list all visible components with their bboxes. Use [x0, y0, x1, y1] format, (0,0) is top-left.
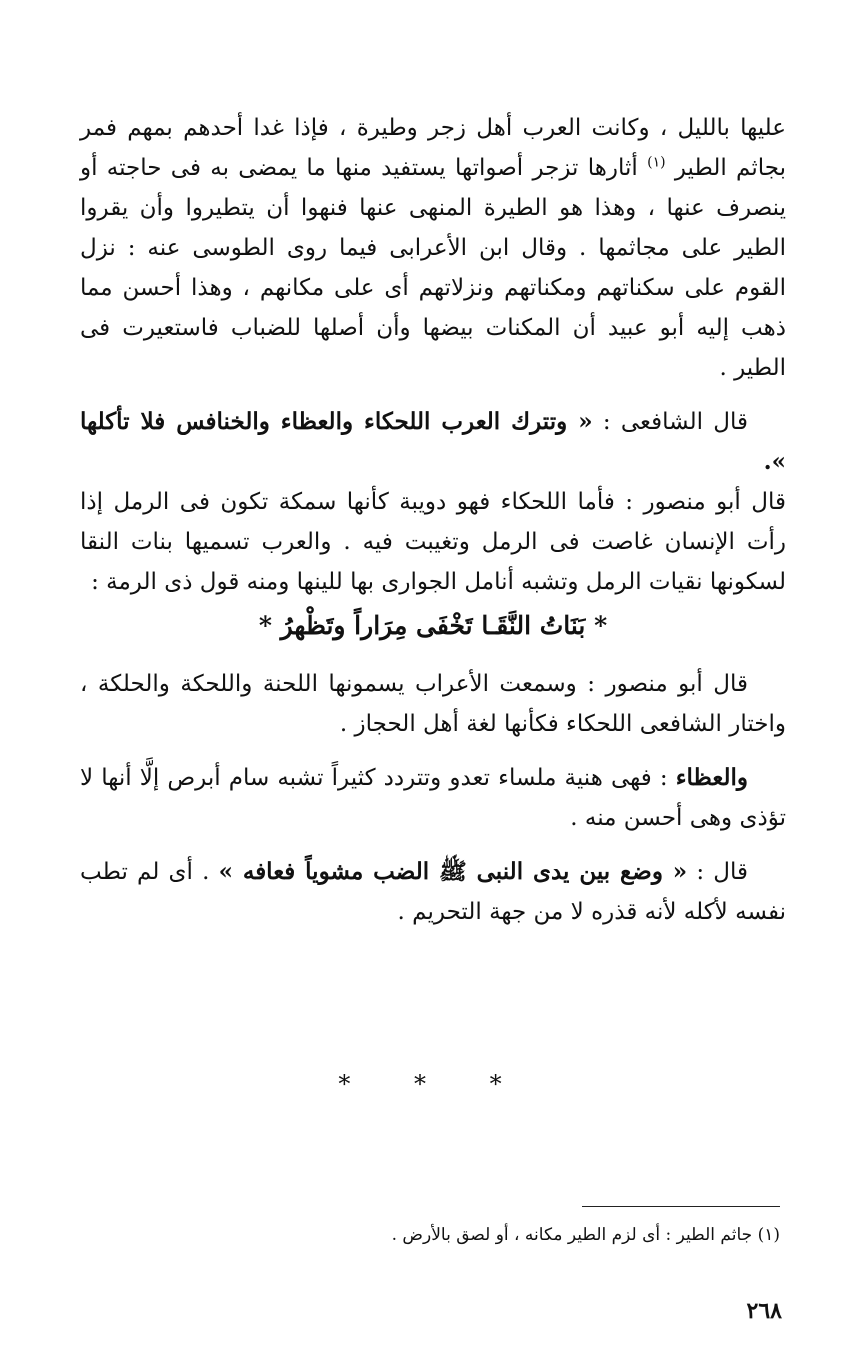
footnote-divider	[582, 1206, 780, 1207]
paragraph-shafii-quote	[80, 402, 786, 482]
paragraph-suffix: : فهى هنية ملساء تعدو وتتردد كثيراً تشبه سام أبرص إلَّا أنها لا تؤذى وهى أحسن منه .	[80, 765, 786, 831]
paragraph-izaa	[80, 758, 786, 838]
page-number: ٢٦٨	[746, 1298, 782, 1324]
paragraph-abu-mansur-names: قال أبو منصور : وسمعت الأعراب يسمونها اللحنة واللحكة والحلكة ، واختار الشافعى اللحكاء فكأنها لغة أهل الحجاز .	[80, 671, 786, 737]
paragraph-abu-mansur-lahka: قال أبو منصور : فأما اللحكاء فهو دويبة كأنها سمكة تكون فى الرمل إذا رأت الإنسان غاصت فى الرمل وتغيبت فيه . والعرب تسميها بنات النقا لسكونها نقيات الرمل وتشبه أنامل الجوارى بها للينها ومنه قول ذى الرمة :	[80, 489, 786, 595]
quoted-text: « وضع بين يدى النبى ﷺ الضب مشوياً فعافه »	[218, 858, 688, 885]
footnote: (١) جاثم الطير : أى لزم الطير مكانه ، أو لصق بالأرض .	[391, 1225, 780, 1245]
paragraph-prefix: قال :	[687, 859, 748, 885]
quoted-text: « وتترك العرب اللحكاء والعظاء والخنافس فلا تأكلها ».	[80, 408, 786, 475]
paragraph-prefix: قال الشافعى :	[592, 409, 748, 435]
paragraph-suffix: . أى لم تطب نفسه لأكله لأنه قذره لا من جهة التحريم .	[80, 859, 786, 925]
term-heading: والعظاء	[675, 764, 748, 791]
paragraph-text: أثارها تزجر أصواتها يستفيد منها ما يمضى به فى حاجته أو ينصرف عنها ، وهذا هو الطيرة المنهى عنها فنهوا أن يتطيروا وأن يقروا الطير على مجاثمها . وقال ابن الأعرابى فيما روى الطوسى عنه : نزل القوم على سكناتهم ومكناتهم ونزلاتهم أى على مكانهم ، وهذا أحسن مما ذهب إليه أبو عبيد أن المكنات بيضها وأن أصلها للضباب فاستعيرت فى الطير .	[80, 155, 786, 381]
footnote-marker: (١)	[647, 154, 666, 171]
verse-line: * بَنَاتُ النَّقَـا تَخْفَى مِرَاراً وتَظْهرُ *	[258, 611, 608, 640]
section-ornament: * * *	[338, 1070, 530, 1098]
paragraph-dabb	[80, 852, 786, 932]
paragraph-bird-omens	[80, 108, 786, 388]
paragraph-text: عليها بالليل ، وكانت العرب أهل زجر وطيرة ، فإذا غدا أحدهم بمهم فمر بجاثم الطير	[80, 115, 787, 181]
main-text	[80, 108, 786, 932]
